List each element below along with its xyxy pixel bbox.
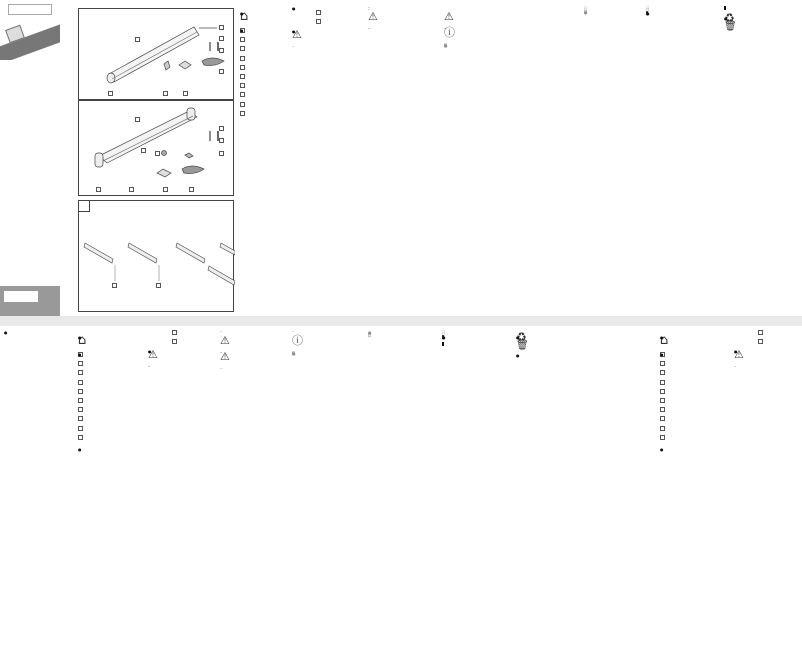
part-tag <box>219 48 224 53</box>
part-number <box>78 416 83 421</box>
page-gap <box>0 316 802 326</box>
part-item <box>78 361 144 368</box>
part-item <box>240 56 288 63</box>
part-item <box>660 380 730 387</box>
lamp-illustration <box>79 101 235 197</box>
house-icon: ⌂ <box>660 333 669 348</box>
part-tag <box>156 283 161 288</box>
part-number <box>660 407 665 412</box>
part-item <box>78 435 144 442</box>
part-item <box>240 65 288 72</box>
part-number <box>240 111 245 116</box>
part-tag <box>163 187 168 192</box>
safety-box <box>292 29 340 40</box>
fire-warning <box>444 11 514 22</box>
part-tag <box>219 138 224 143</box>
part-number <box>660 361 665 366</box>
warning-paragraph <box>442 342 512 347</box>
part-tag <box>135 117 140 122</box>
weee-block <box>516 340 586 352</box>
es-column-2 <box>292 6 340 296</box>
part-number <box>660 416 665 421</box>
exclamation-circle-icon: ⓘ <box>292 334 303 347</box>
top-sheet <box>0 0 802 316</box>
spec-value <box>758 339 763 344</box>
part-number <box>78 380 83 385</box>
ian-number <box>4 291 38 302</box>
warning-label <box>442 342 444 346</box>
spec-value <box>316 10 321 15</box>
spec-key <box>734 330 758 335</box>
part-item <box>240 83 288 90</box>
part-tag <box>155 151 160 156</box>
spec-value <box>316 19 321 24</box>
es-column-4 <box>444 6 514 296</box>
part-item <box>78 352 144 359</box>
spec-row <box>292 19 340 24</box>
parts-list <box>240 28 288 118</box>
part-number <box>660 389 665 394</box>
cover-page <box>0 0 60 316</box>
it-garanzia-continued <box>590 330 650 630</box>
spec-row <box>148 330 214 335</box>
spec-key <box>292 19 316 24</box>
it-column-1 <box>78 330 144 630</box>
warning-triangle-icon: ⚠ <box>734 348 744 361</box>
diagram-figure-a <box>78 200 234 312</box>
spec-row <box>734 330 800 335</box>
part-tag <box>189 187 194 192</box>
part-tag <box>163 91 168 96</box>
part-tag <box>135 37 140 42</box>
spec-key <box>148 330 172 335</box>
spec-key <box>148 339 172 344</box>
part-item <box>660 361 730 368</box>
exclamation-circle-icon: ⓘ <box>444 26 455 39</box>
part-item <box>240 37 288 44</box>
part-number <box>78 398 83 403</box>
electric-warning <box>220 335 288 346</box>
part-item <box>660 416 730 423</box>
warning-paragraph <box>646 11 718 16</box>
cover-titles <box>3 70 59 76</box>
part-number <box>660 380 665 385</box>
part-number <box>78 426 83 431</box>
part-item <box>78 416 144 423</box>
diagram-model-z314108 <box>78 100 234 196</box>
part-tag <box>141 148 146 153</box>
uso-block <box>660 335 730 347</box>
warning-paragraph <box>724 6 798 11</box>
part-tag <box>219 69 224 74</box>
it-column-5 <box>368 330 438 630</box>
it-column-4 <box>292 330 362 630</box>
house-icon: ⌂ <box>78 333 87 348</box>
crossed-bin-icon: 🗑 <box>516 340 529 352</box>
green-dot-recycle-icon: ♻ <box>724 11 735 26</box>
parts-list <box>78 352 144 442</box>
part-tag <box>219 25 224 30</box>
ian-footer <box>0 286 60 316</box>
part-item <box>660 426 730 433</box>
spec-value <box>172 339 177 344</box>
part-number <box>240 92 245 97</box>
part-item <box>240 102 288 109</box>
warning-triangle-icon: ⚠ <box>220 334 230 347</box>
spec-row <box>734 339 800 344</box>
safety-box <box>734 349 800 360</box>
part-item <box>78 380 144 387</box>
green-dot-recycle-icon: ♻ <box>516 330 527 344</box>
pt-column-2 <box>734 330 800 630</box>
part-number <box>78 361 83 366</box>
es-column-6 <box>646 6 718 296</box>
part-item <box>240 28 288 35</box>
warning-label <box>724 6 726 10</box>
spec-key <box>734 339 758 344</box>
warning-triangle-icon: ⚠ <box>368 10 378 23</box>
part-item <box>660 398 730 405</box>
part-number <box>660 398 665 403</box>
spec-row <box>148 339 214 344</box>
warning-triangle-icon: ⚠ <box>220 350 230 363</box>
part-item <box>78 370 144 377</box>
pt-column-1 <box>660 330 730 630</box>
part-tag <box>129 187 134 192</box>
fire-warning <box>220 351 288 362</box>
part-number <box>240 102 245 107</box>
part-number <box>78 435 83 440</box>
safe-procedure <box>292 335 362 346</box>
brand-logo <box>8 4 52 15</box>
it-column-2 <box>148 330 214 630</box>
part-number <box>240 83 245 88</box>
part-item <box>78 426 144 433</box>
part-item <box>660 352 730 359</box>
part-item <box>78 407 144 414</box>
diagram-model-z31858 <box>78 8 234 100</box>
part-number <box>78 389 83 394</box>
warning-triangle-icon: ⚠ <box>148 348 158 361</box>
lamp-illustration <box>79 9 235 101</box>
weee-block <box>724 21 798 33</box>
warning-triangle-icon: ⚠ <box>444 10 454 23</box>
es-column-7 <box>724 6 798 296</box>
warning-paragraph <box>442 335 512 340</box>
part-number <box>240 46 245 51</box>
part-tag <box>219 36 224 41</box>
part-tag <box>96 187 101 192</box>
spec-row <box>292 10 340 15</box>
it-column-7 <box>516 330 586 630</box>
es-column-1 <box>240 6 288 296</box>
uso-block <box>240 11 288 23</box>
series-connection-illustration <box>79 201 235 313</box>
warning-triangle-icon: ⚠ <box>292 28 302 41</box>
part-number <box>78 370 83 375</box>
part-item <box>240 111 288 118</box>
spec-value <box>758 330 763 335</box>
es-garantia-column <box>4 330 70 630</box>
bottom-sheet <box>0 326 802 648</box>
it-column-3 <box>220 330 288 630</box>
uso-block <box>78 335 144 347</box>
part-item <box>660 389 730 396</box>
part-item <box>660 435 730 442</box>
part-item <box>240 74 288 81</box>
part-item <box>240 46 288 53</box>
part-number <box>240 74 245 79</box>
part-number <box>240 56 245 61</box>
safe-procedure <box>444 27 514 38</box>
safety-box <box>148 349 214 360</box>
part-number <box>660 370 665 375</box>
part-item <box>660 407 730 414</box>
part-item <box>78 398 144 405</box>
part-item <box>78 389 144 396</box>
part-item <box>240 92 288 99</box>
part-item <box>660 370 730 377</box>
house-icon: ⌂ <box>240 9 249 24</box>
es-column-3 <box>368 6 438 296</box>
es-column-5 <box>584 6 642 296</box>
part-number <box>78 407 83 412</box>
part-tag <box>219 126 224 131</box>
part-tag <box>112 283 117 288</box>
parts-list <box>660 352 730 442</box>
part-tag <box>219 151 224 156</box>
part-tag <box>108 91 113 96</box>
part-number <box>660 435 665 440</box>
crossed-bin-icon: 🗑 <box>724 21 737 33</box>
electric-warning <box>368 11 438 22</box>
it-column-6 <box>442 330 512 630</box>
spec-value <box>172 330 177 335</box>
part-number <box>240 37 245 42</box>
part-number <box>660 426 665 431</box>
part-tag <box>183 91 188 96</box>
part-number <box>240 65 245 70</box>
